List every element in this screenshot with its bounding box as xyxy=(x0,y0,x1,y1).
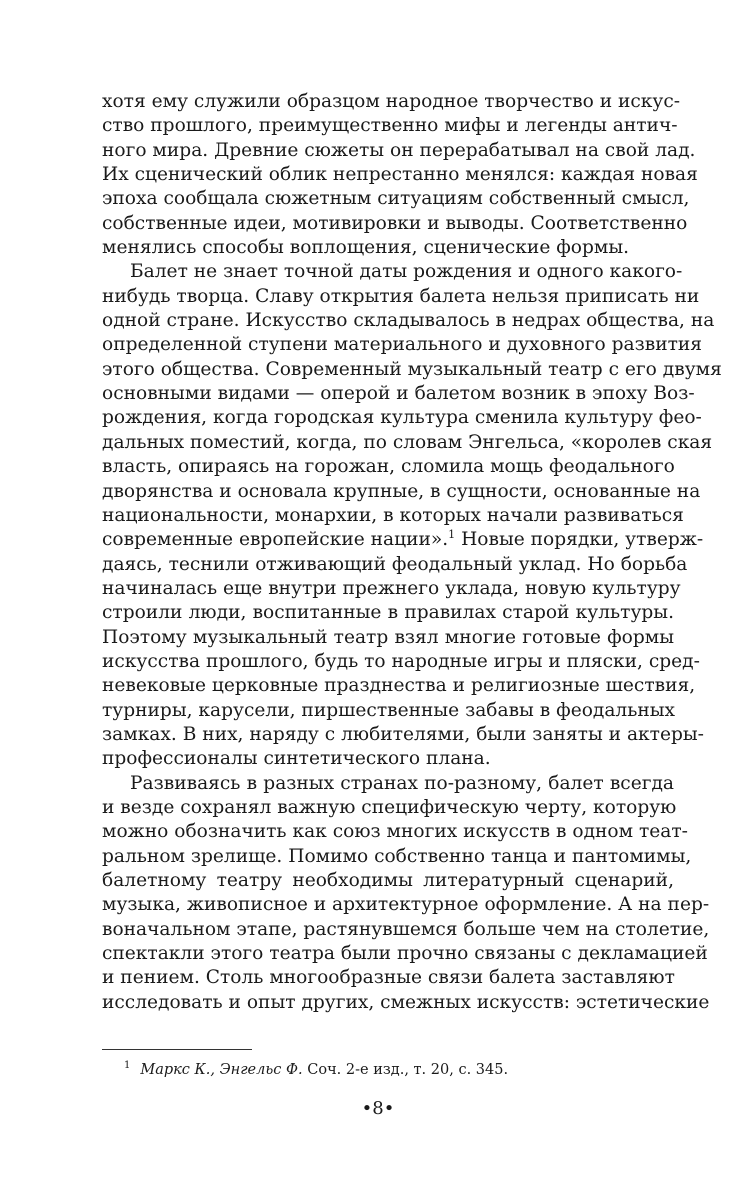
text-line: этого общества. Современный музыкальный театр с его двумя xyxy=(102,358,722,380)
text-line: эпоха сообщала сюжетным ситуациям собственный смысл, xyxy=(102,188,690,210)
text-line: даясь, теснили отживающий феодальный уклад. Но борьба xyxy=(102,553,688,575)
text-line: одной стране. Искусство складывалось в недрах общества, на xyxy=(102,310,715,332)
text-line: спектакли этого театра были прочно связаны с декламацией xyxy=(102,943,708,965)
text-line: ральном зрелище. Помимо собственно танца и пантомимы, xyxy=(102,845,692,867)
text-line: и везде сохранял важную специфическую черту, которую xyxy=(102,796,677,818)
text-line: национальности, монархии, в которых начали развиваться xyxy=(102,504,684,526)
text-line: воначальном этапе, растянувшемся больше чем на столетие, xyxy=(102,918,710,940)
page-number: •8• xyxy=(361,1098,395,1119)
text-line: дальных поместий, когда, по словам Энгельса, «королев ская xyxy=(102,431,713,453)
text-line: музыка, живописное и архитектурное оформление. А на пер- xyxy=(102,894,710,916)
text-line: искусства прошлого, будь то народные игры и пляски, сред- xyxy=(102,650,700,672)
text-line: строили люди, воспитанные в правилах старой культуры. xyxy=(102,602,674,624)
text-line-with-footnote-ref xyxy=(102,528,704,552)
text-line: дворянства и основала крупные, в сущности, основанные на xyxy=(102,480,701,502)
sentence-continuation: Новые порядки, утверж- xyxy=(455,529,704,551)
paragraph-start: Балет не знает точной даты рождения и одного какого- xyxy=(130,261,683,283)
text-line: собственные идеи, мотивировки и выводы. Соответственно xyxy=(102,212,688,234)
text-line: начиналась еще внутри прежнего уклада, новую культуру xyxy=(102,577,681,599)
text-line: рождения, когда городская культура сменила культуру фео- xyxy=(102,407,702,429)
text-line: Поэтому музыкальный театр взял многие готовые формы xyxy=(102,626,674,648)
text-line: профессионалы синтетического плана. xyxy=(102,748,491,770)
text-line: и пением. Столь многообразные связи балета заставляют xyxy=(102,967,675,989)
footnote-citation: Соч. 2-е изд., т. 20, с. 345. xyxy=(302,1061,509,1078)
text-line: власть, опираясь на горожан, сломила мощь феодального xyxy=(102,456,675,478)
text-line: хотя ему служили образцом народное творчество и искус- xyxy=(102,91,681,112)
text-line: балетному театру необходимы литературный сценарий, xyxy=(102,870,674,891)
footnote xyxy=(124,1056,508,1080)
text-line: нибудь творца. Славу открытия балета нельзя приписать ни xyxy=(102,285,700,307)
footnote-authors: Маркс К., Энгельс Ф. xyxy=(140,1061,303,1078)
text-line: невековые церковные празднества и религиозные шествия, xyxy=(102,675,696,697)
quote-end: современные европейские нации». xyxy=(102,529,449,551)
footnote-mark: 1 xyxy=(124,1060,131,1071)
body-text xyxy=(102,90,722,1015)
text-line: ство прошлого, преимущественно мифы и легенды антич- xyxy=(102,115,678,137)
text-line: исследовать и опыт других, смежных искусств: эстетические xyxy=(102,991,710,1013)
footnote-reference[interactable]: 1 xyxy=(448,528,456,541)
text-line: определенной ступени материального и духовного развития xyxy=(102,334,703,356)
footnote-divider xyxy=(102,1049,252,1050)
text-line: ного мира. Древние сюжеты он перерабатывал на свой лад. xyxy=(102,139,696,161)
text-line: замках. В них, наряду с любителями, были заняты и актеры- xyxy=(102,723,704,745)
text-line: основными видами — оперой и балетом возник в эпоху Воз- xyxy=(102,383,695,405)
text-line: Их сценический облик непрестанно менялся: каждая новая xyxy=(102,164,698,186)
text-line: турниры, карусели, пиршественные забавы в феодальных xyxy=(102,699,676,721)
text-line: можно обозначить как союз многих искусств в одном теат- xyxy=(102,821,688,843)
text-line: менялись способы воплощения, сценические формы. xyxy=(102,237,630,259)
paragraph-start: Развиваясь в разных странах по-разному, балет всегда xyxy=(130,772,674,794)
